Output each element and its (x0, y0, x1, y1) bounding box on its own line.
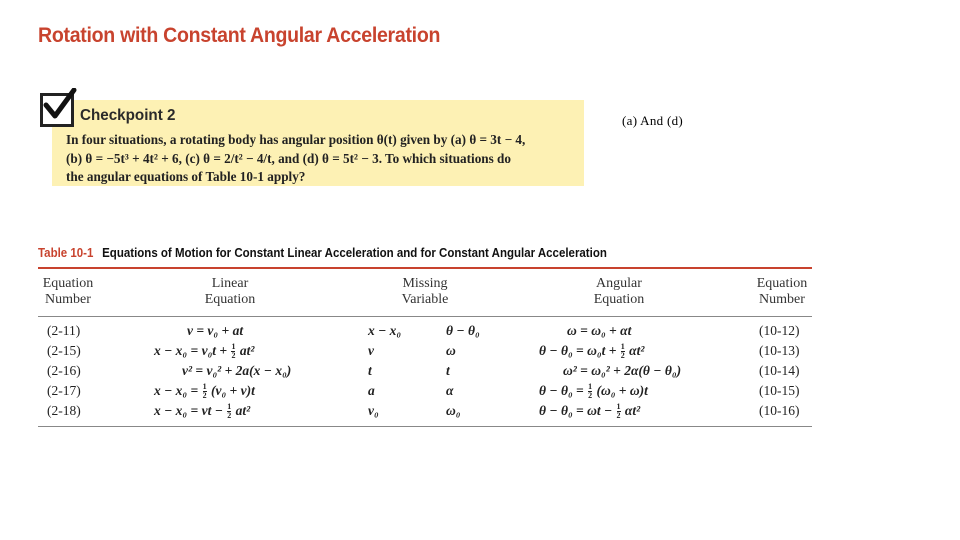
fraction-denominator: 2 (620, 351, 625, 361)
equation-part: x − x₀ = v₀t + (154, 343, 228, 358)
checkpoint-line: the angular equations of Table 10-1 apply? (66, 169, 306, 184)
angular-equation (539, 383, 648, 400)
checkpoint-question (66, 131, 576, 187)
linear-equation (154, 343, 254, 360)
missing-linear: x − x₀ (368, 323, 402, 338)
header-line: Equation (204, 292, 256, 307)
left-eq-number: (2-16) (47, 363, 81, 378)
fraction-numerator: 1 (588, 382, 593, 392)
half-fraction (203, 383, 207, 400)
left-eq-number: (2-17) (47, 383, 81, 398)
fraction-denominator: 2 (227, 411, 232, 421)
equation-part: at² (239, 343, 255, 358)
header-line: Angular (596, 276, 642, 291)
missing-linear: v₀ (368, 403, 379, 418)
right-eq-number: (10-12) (759, 323, 800, 338)
half-fraction (231, 343, 235, 360)
header-line: Missing (402, 276, 448, 291)
fraction-denominator: 2 (231, 351, 236, 361)
half-fraction (588, 383, 592, 400)
linear-equation (154, 403, 250, 420)
equation-part: αt² (624, 403, 641, 418)
table-caption-text: Equations of Motion for Constant Linear Acceleration and for Constant Angular Acceleration (102, 246, 607, 260)
equation-part: x − x₀ = (154, 383, 199, 398)
missing-angular: t (446, 363, 450, 378)
header-line: Variable (401, 292, 449, 307)
equation-part: x − x₀ = vt − (154, 403, 223, 418)
table-caption (38, 246, 607, 260)
linear-equation: v = v₀ + at (187, 323, 244, 338)
right-eq-number: (10-16) (759, 403, 800, 418)
header-line: Equation (593, 292, 645, 307)
table-header-rule (38, 316, 812, 317)
missing-angular: θ − θ₀ (446, 323, 480, 338)
header-line: Equation (756, 276, 808, 291)
fraction-numerator: 1 (227, 402, 232, 412)
angular-equation (539, 343, 644, 360)
fraction-denominator: 2 (588, 391, 593, 401)
missing-angular: ω₀ (446, 403, 461, 418)
fraction-numerator: 1 (616, 402, 621, 412)
right-eq-number: (10-15) (759, 383, 800, 398)
header-missing (390, 276, 460, 308)
linear-equation: v² = v₀² + 2a(x − x₀) (182, 363, 292, 378)
fraction-numerator: 1 (231, 342, 236, 352)
header-linear (195, 276, 265, 308)
right-eq-number: (10-13) (759, 343, 800, 358)
missing-angular: ω (446, 343, 456, 358)
header-line: Equation (42, 276, 94, 291)
table-bottom-rule (38, 426, 812, 427)
checkmark-icon (40, 93, 74, 127)
equation-part: at² (235, 403, 251, 418)
right-eq-number: (10-14) (759, 363, 800, 378)
linear-equation (154, 383, 255, 400)
checkpoint-title: Checkpoint 2 (80, 107, 176, 124)
equation-part: θ − θ₀ = ωt − (539, 403, 613, 418)
equation-part: θ − θ₀ = ω₀t + (539, 343, 617, 358)
table-top-rule (38, 267, 812, 269)
page-title: Rotation with Constant Angular Acceleration (38, 24, 441, 47)
header-angular (583, 276, 655, 308)
angular-equation: ω² = ω₀² + 2α(θ − θ₀) (563, 363, 682, 378)
half-fraction (617, 403, 621, 420)
half-fraction (621, 343, 625, 360)
fraction-numerator: 1 (202, 382, 207, 392)
header-line: Linear (211, 276, 249, 291)
checkpoint-line: (b) θ = −5t³ + 4t² + 6, (c) θ = 2/t² − 4/t, and (d) θ = 5t² − 3. To which situations do (66, 150, 511, 166)
equation-part: θ − θ₀ = (539, 383, 584, 398)
left-eq-number: (2-11) (47, 323, 81, 338)
header-line: Number (45, 292, 91, 307)
fraction-numerator: 1 (620, 342, 625, 352)
table-number: Table 10-1 (38, 246, 94, 260)
left-eq-number: (2-18) (47, 403, 81, 418)
header-eq-number-right (752, 276, 812, 308)
header-line: Number (759, 292, 805, 307)
fraction-denominator: 2 (616, 411, 621, 421)
fraction-denominator: 2 (202, 391, 207, 401)
angular-equation (539, 403, 640, 420)
answer-text: (a) And (d) (622, 113, 684, 128)
missing-angular: α (446, 383, 454, 398)
angular-equation: ω = ω₀ + αt (567, 323, 632, 338)
missing-linear: a (368, 383, 375, 398)
equation-part: (v₀ + v)t (210, 383, 255, 398)
header-eq-number-left (38, 276, 98, 308)
left-eq-number: (2-15) (47, 343, 81, 358)
equation-part: (ω₀ + ω)t (596, 383, 648, 398)
missing-linear: v (368, 343, 374, 358)
checkpoint-line: In four situations, a rotating body has angular position θ(t) given by (a) θ = 3t − 4, (66, 132, 526, 147)
half-fraction (227, 403, 231, 420)
missing-linear: t (368, 363, 372, 378)
equation-part: αt² (629, 343, 645, 358)
